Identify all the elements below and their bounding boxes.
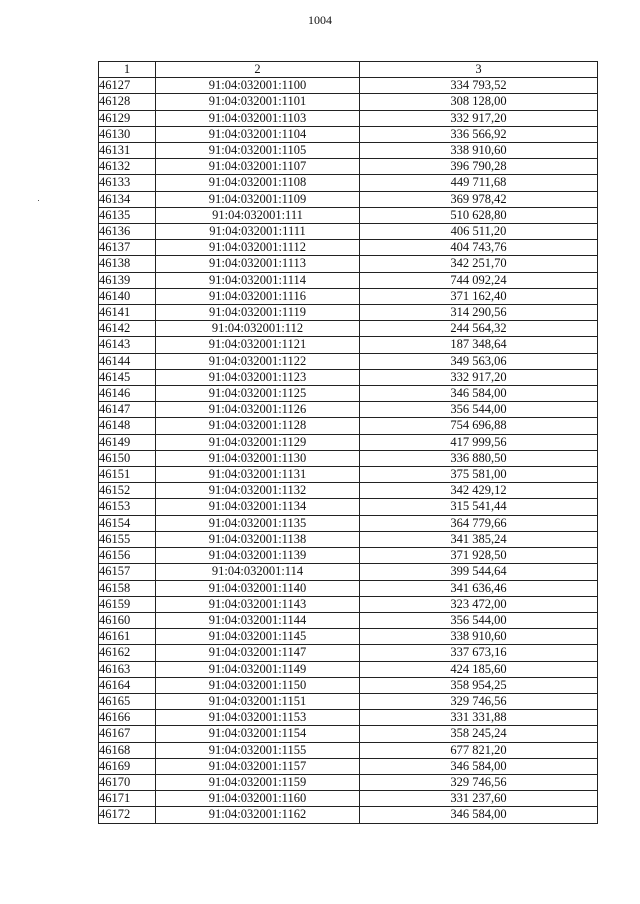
page-number: 1004 (308, 13, 332, 27)
cadastral-number: 91:04:032001:1113 (156, 256, 360, 272)
row-number: 46151 (99, 467, 156, 483)
column-header-1: 1 (99, 62, 156, 78)
row-number: 46135 (99, 207, 156, 223)
cadastral-number: 91:04:032001:1147 (156, 645, 360, 661)
cadastral-number: 91:04:032001:1131 (156, 467, 360, 483)
cadastral-value: 342 251,70 (360, 256, 598, 272)
cadastral-value: 346 584,00 (360, 807, 598, 823)
cadastral-number: 91:04:032001:1125 (156, 386, 360, 402)
cadastral-number: 91:04:032001:1157 (156, 758, 360, 774)
cadastral-value: 314 290,56 (360, 305, 598, 321)
table-row (99, 564, 598, 580)
cadastral-number: 91:04:032001:1101 (156, 94, 360, 110)
cadastral-value: 332 917,20 (360, 110, 598, 126)
table-row (99, 612, 598, 628)
cadastral-number: 91:04:032001:1140 (156, 580, 360, 596)
table-row (99, 386, 598, 402)
row-number: 46149 (99, 434, 156, 450)
table-row (99, 418, 598, 434)
row-number: 46129 (99, 110, 156, 126)
cadastral-number: 91:04:032001:1144 (156, 612, 360, 628)
cadastral-value: 244 564,32 (360, 321, 598, 337)
cadastral-number: 91:04:032001:1153 (156, 710, 360, 726)
cadastral-value: 399 544,64 (360, 564, 598, 580)
cadastral-number: 91:04:032001:1135 (156, 515, 360, 531)
table-row (99, 207, 598, 223)
cadastral-number: 91:04:032001:111 (156, 207, 360, 223)
cadastral-number: 91:04:032001:1123 (156, 369, 360, 385)
row-number: 46132 (99, 159, 156, 175)
cadastral-value: 358 954,25 (360, 677, 598, 693)
cadastral-number: 91:04:032001:1103 (156, 110, 360, 126)
cadastral-number: 91:04:032001:1143 (156, 596, 360, 612)
table-row (99, 224, 598, 240)
row-number: 46130 (99, 126, 156, 142)
row-number: 46159 (99, 596, 156, 612)
table-row (99, 531, 598, 547)
table-row (99, 499, 598, 515)
cadastral-number: 91:04:032001:1112 (156, 240, 360, 256)
table-row (99, 143, 598, 159)
row-number: 46145 (99, 369, 156, 385)
row-number: 46164 (99, 677, 156, 693)
row-number: 46134 (99, 191, 156, 207)
cadastral-number: 91:04:032001:1154 (156, 726, 360, 742)
table-row (99, 548, 598, 564)
row-number: 46138 (99, 256, 156, 272)
cadastral-value: 396 790,28 (360, 159, 598, 175)
table-row (99, 94, 598, 110)
cadastral-value-table (98, 61, 598, 824)
cadastral-number: 91:04:032001:1159 (156, 774, 360, 790)
row-number: 46147 (99, 402, 156, 418)
row-number: 46152 (99, 483, 156, 499)
cadastral-number: 91:04:032001:1114 (156, 272, 360, 288)
row-number: 46146 (99, 386, 156, 402)
cadastral-number: 91:04:032001:1132 (156, 483, 360, 499)
row-number: 46127 (99, 78, 156, 94)
row-number: 46141 (99, 305, 156, 321)
table-row (99, 710, 598, 726)
cadastral-value: 331 237,60 (360, 791, 598, 807)
cadastral-number: 91:04:032001:1139 (156, 548, 360, 564)
row-number: 46153 (99, 499, 156, 515)
cadastral-value: 371 928,50 (360, 548, 598, 564)
cadastral-value: 754 696,88 (360, 418, 598, 434)
table-row (99, 450, 598, 466)
cadastral-value: 371 162,40 (360, 288, 598, 304)
table-row (99, 337, 598, 353)
cadastral-number: 91:04:032001:1128 (156, 418, 360, 434)
row-number: 46143 (99, 337, 156, 353)
cadastral-value: 356 544,00 (360, 612, 598, 628)
row-number: 46163 (99, 661, 156, 677)
cadastral-value: 404 743,76 (360, 240, 598, 256)
cadastral-value: 332 917,20 (360, 369, 598, 385)
table-row (99, 483, 598, 499)
cadastral-number: 91:04:032001:1151 (156, 693, 360, 709)
cadastral-number: 91:04:032001:112 (156, 321, 360, 337)
table-row (99, 321, 598, 337)
cadastral-number: 91:04:032001:1160 (156, 791, 360, 807)
cadastral-number: 91:04:032001:1116 (156, 288, 360, 304)
cadastral-number: 91:04:032001:1107 (156, 159, 360, 175)
cadastral-number: 91:04:032001:1109 (156, 191, 360, 207)
table-row (99, 774, 598, 790)
row-number: 46154 (99, 515, 156, 531)
table-row (99, 110, 598, 126)
cadastral-value: 346 584,00 (360, 386, 598, 402)
cadastral-value: 338 910,60 (360, 143, 598, 159)
column-header-3: 3 (360, 62, 598, 78)
table-row (99, 288, 598, 304)
cadastral-value: 349 563,06 (360, 353, 598, 369)
cadastral-value: 369 978,42 (360, 191, 598, 207)
table-row (99, 272, 598, 288)
table-row (99, 434, 598, 450)
table-row (99, 256, 598, 272)
row-number: 46156 (99, 548, 156, 564)
table-row (99, 515, 598, 531)
cadastral-number: 91:04:032001:1105 (156, 143, 360, 159)
table-row (99, 580, 598, 596)
row-number: 46158 (99, 580, 156, 596)
cadastral-value: 346 584,00 (360, 758, 598, 774)
table-row (99, 629, 598, 645)
cadastral-value: 358 245,24 (360, 726, 598, 742)
cadastral-number: 91:04:032001:1134 (156, 499, 360, 515)
cadastral-number: 91:04:032001:1108 (156, 175, 360, 191)
cadastral-value: 315 541,44 (360, 499, 598, 515)
cadastral-value: 336 880,50 (360, 450, 598, 466)
row-number: 46136 (99, 224, 156, 240)
cadastral-value: 341 636,46 (360, 580, 598, 596)
row-number: 46170 (99, 774, 156, 790)
table-row (99, 467, 598, 483)
table-row (99, 791, 598, 807)
cadastral-value: 364 779,66 (360, 515, 598, 531)
table-row (99, 693, 598, 709)
cadastral-value: 341 385,24 (360, 531, 598, 547)
cadastral-number: 91:04:032001:1121 (156, 337, 360, 353)
row-number: 46166 (99, 710, 156, 726)
table-row (99, 402, 598, 418)
cadastral-value: 424 185,60 (360, 661, 598, 677)
column-header-2: 2 (156, 62, 360, 78)
cadastral-value: 334 793,52 (360, 78, 598, 94)
row-number: 46167 (99, 726, 156, 742)
cadastral-number: 91:04:032001:1155 (156, 742, 360, 758)
cadastral-value: 331 331,88 (360, 710, 598, 726)
cadastral-number: 91:04:032001:1150 (156, 677, 360, 693)
scan-speck (38, 200, 39, 201)
cadastral-number: 91:04:032001:1145 (156, 629, 360, 645)
cadastral-number: 91:04:032001:114 (156, 564, 360, 580)
row-number: 46160 (99, 612, 156, 628)
table-row (99, 240, 598, 256)
table-row (99, 78, 598, 94)
cadastral-number: 91:04:032001:1100 (156, 78, 360, 94)
cadastral-value: 510 628,80 (360, 207, 598, 223)
cadastral-number: 91:04:032001:1119 (156, 305, 360, 321)
row-number: 46161 (99, 629, 156, 645)
cadastral-value: 342 429,12 (360, 483, 598, 499)
table-row (99, 807, 598, 823)
cadastral-value: 406 511,20 (360, 224, 598, 240)
table-row (99, 758, 598, 774)
cadastral-number: 91:04:032001:1122 (156, 353, 360, 369)
table-row (99, 677, 598, 693)
row-number: 46162 (99, 645, 156, 661)
row-number: 46168 (99, 742, 156, 758)
cadastral-value: 375 581,00 (360, 467, 598, 483)
table-row (99, 159, 598, 175)
row-number: 46165 (99, 693, 156, 709)
cadastral-value: 329 746,56 (360, 774, 598, 790)
table-row (99, 175, 598, 191)
row-number: 46144 (99, 353, 156, 369)
row-number: 46140 (99, 288, 156, 304)
row-number: 46169 (99, 758, 156, 774)
table-row (99, 661, 598, 677)
table-header-row (99, 62, 598, 78)
row-number: 46171 (99, 791, 156, 807)
cadastral-value: 744 092,24 (360, 272, 598, 288)
row-number: 46137 (99, 240, 156, 256)
table-row (99, 126, 598, 142)
cadastral-number: 91:04:032001:1126 (156, 402, 360, 418)
cadastral-value: 329 746,56 (360, 693, 598, 709)
cadastral-number: 91:04:032001:1130 (156, 450, 360, 466)
cadastral-value: 338 910,60 (360, 629, 598, 645)
cadastral-number: 91:04:032001:1104 (156, 126, 360, 142)
cadastral-value: 337 673,16 (360, 645, 598, 661)
table-row (99, 191, 598, 207)
cadastral-value: 356 544,00 (360, 402, 598, 418)
row-number: 46133 (99, 175, 156, 191)
cadastral-value: 449 711,68 (360, 175, 598, 191)
row-number: 46157 (99, 564, 156, 580)
cadastral-number: 91:04:032001:1138 (156, 531, 360, 547)
table-row (99, 645, 598, 661)
table-row (99, 726, 598, 742)
row-number: 46150 (99, 450, 156, 466)
row-number: 46142 (99, 321, 156, 337)
cadastral-number: 91:04:032001:1149 (156, 661, 360, 677)
table-row (99, 596, 598, 612)
cadastral-value: 187 348,64 (360, 337, 598, 353)
row-number: 46139 (99, 272, 156, 288)
table-row (99, 305, 598, 321)
cadastral-value: 308 128,00 (360, 94, 598, 110)
cadastral-number: 91:04:032001:1129 (156, 434, 360, 450)
row-number: 46131 (99, 143, 156, 159)
cadastral-number: 91:04:032001:1162 (156, 807, 360, 823)
cadastral-value: 336 566,92 (360, 126, 598, 142)
row-number: 46172 (99, 807, 156, 823)
cadastral-number: 91:04:032001:1111 (156, 224, 360, 240)
row-number: 46148 (99, 418, 156, 434)
row-number: 46128 (99, 94, 156, 110)
table-row (99, 742, 598, 758)
cadastral-value: 677 821,20 (360, 742, 598, 758)
row-number: 46155 (99, 531, 156, 547)
cadastral-value: 417 999,56 (360, 434, 598, 450)
cadastral-value: 323 472,00 (360, 596, 598, 612)
table-body (99, 62, 598, 824)
table-row (99, 353, 598, 369)
table-row (99, 369, 598, 385)
